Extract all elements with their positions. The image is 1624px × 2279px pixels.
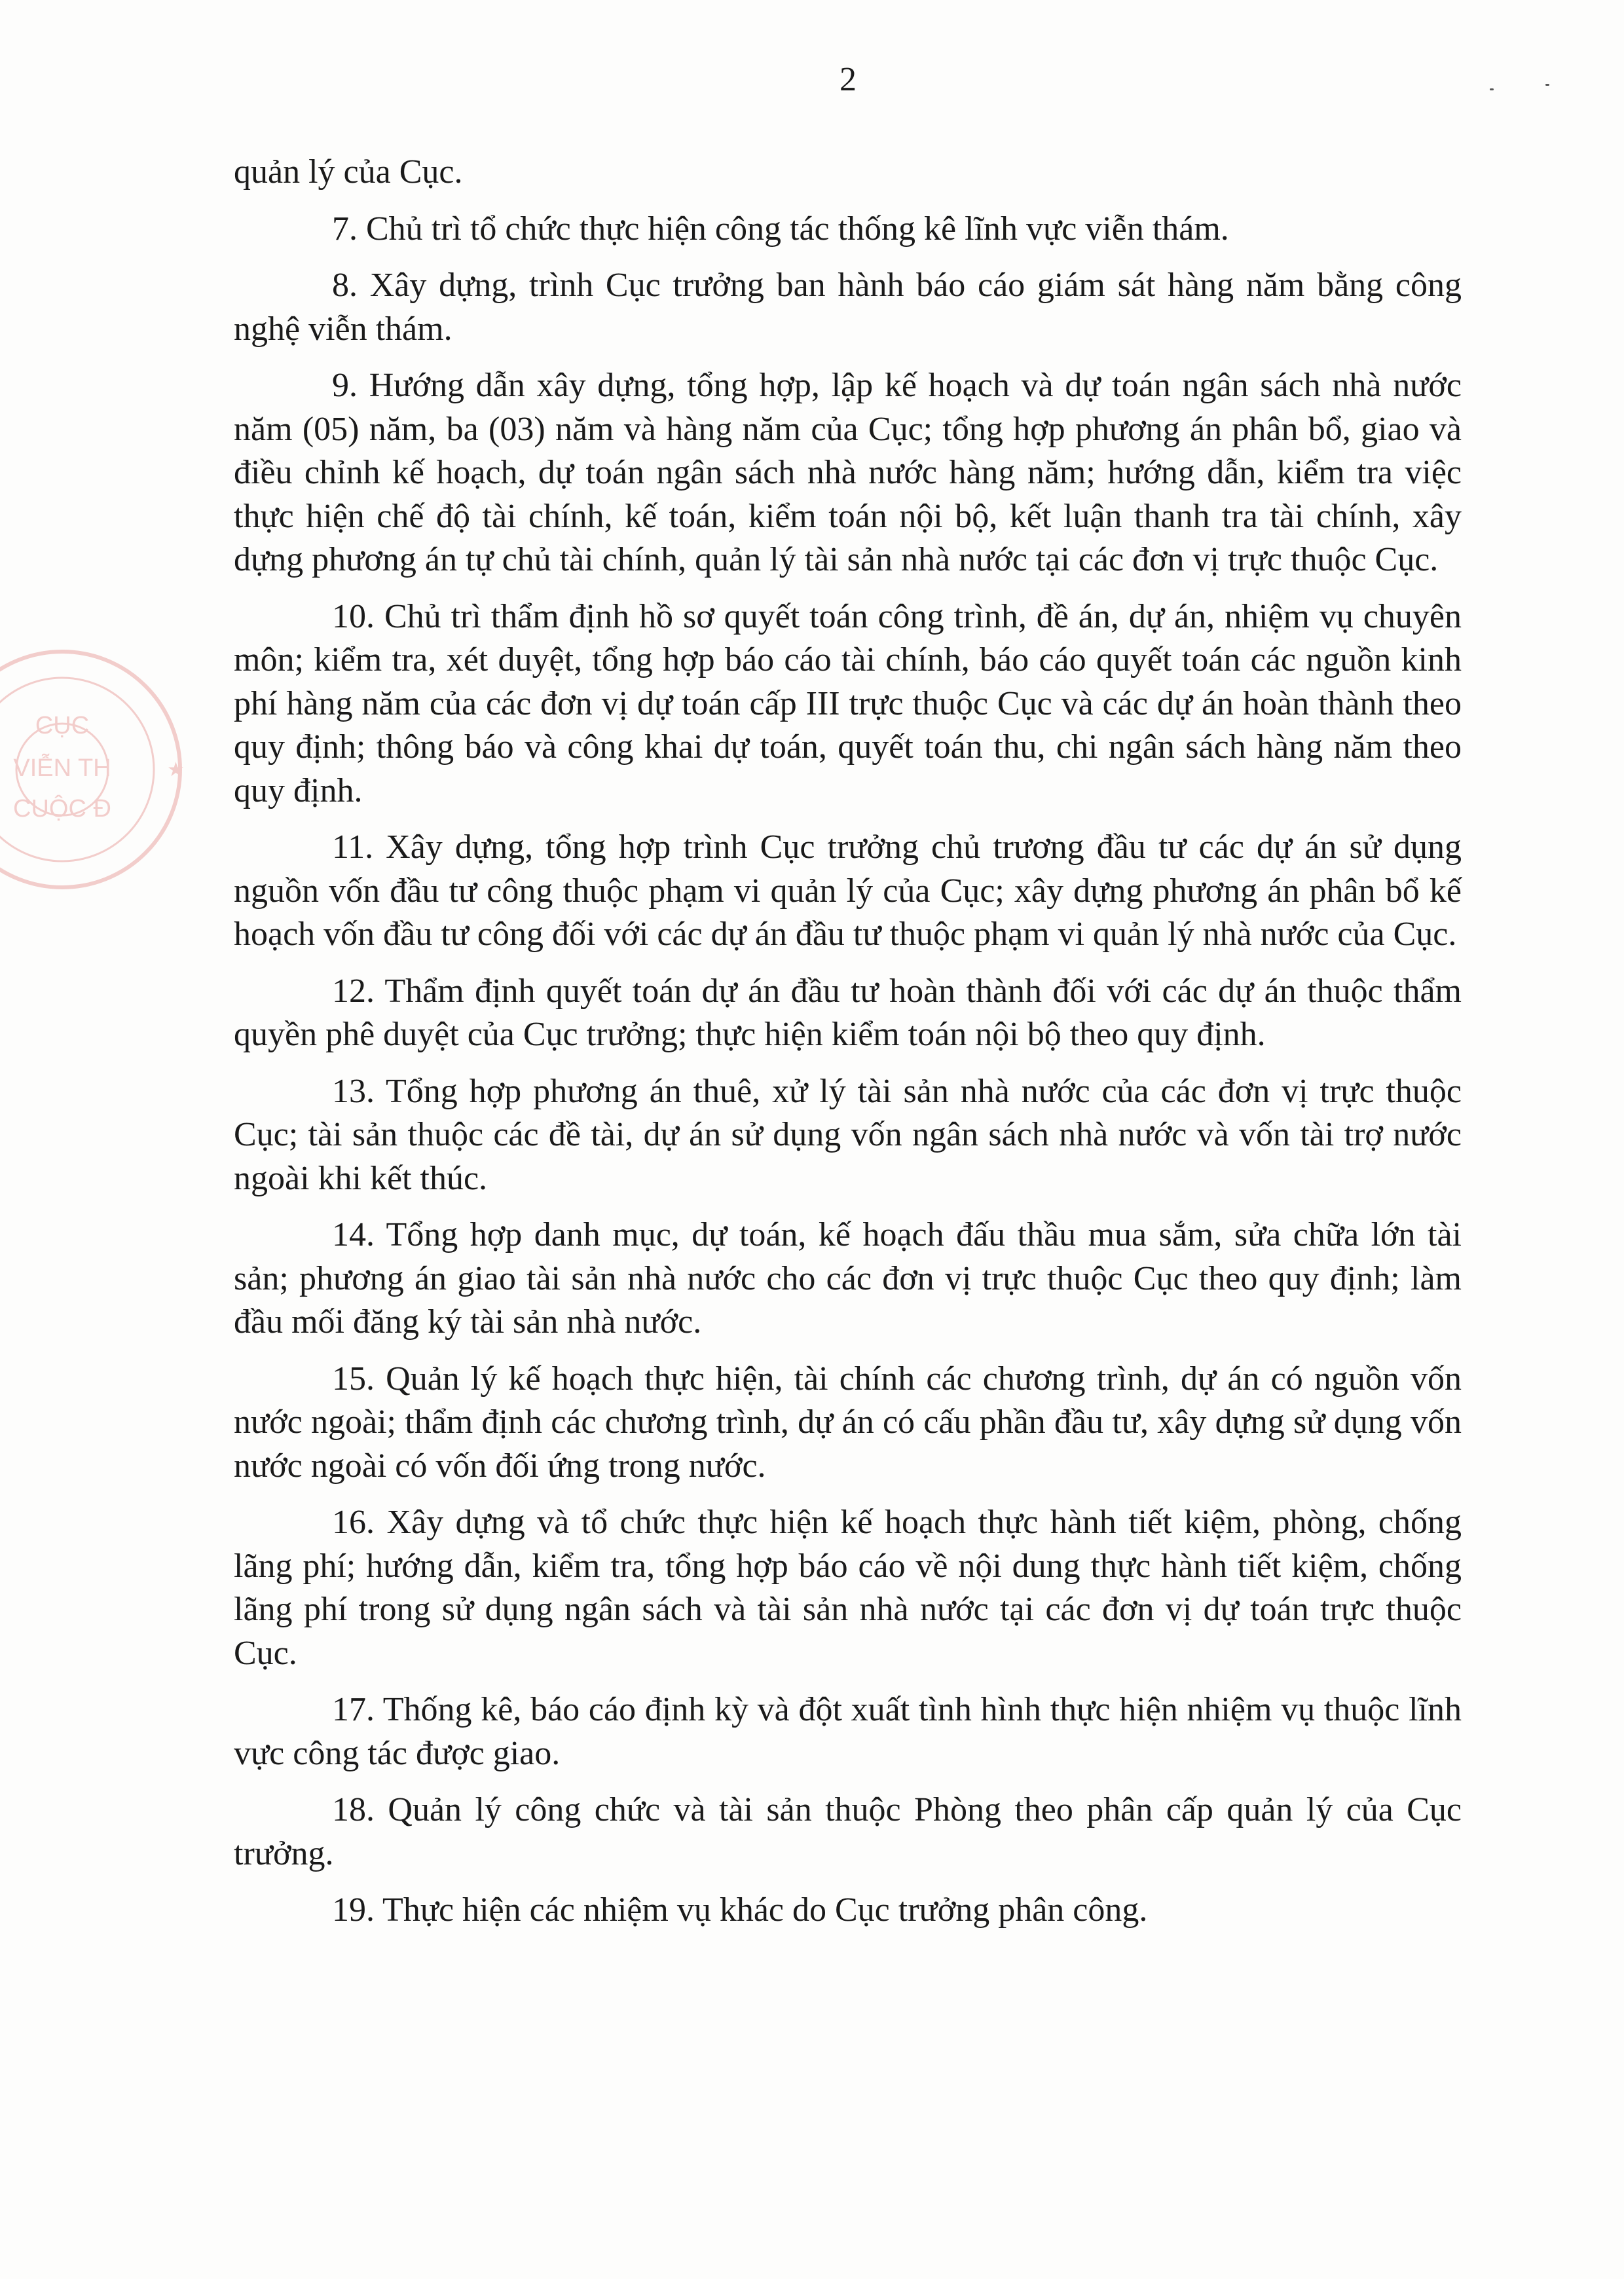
document-body (234, 151, 1462, 1933)
paragraph-item-8: 8. Xây dựng, trình Cục trưởng ban hành báo cáo giám sát hàng năm bằng công nghệ viễn thám. (234, 267, 1462, 348)
official-seal (0, 645, 187, 894)
paragraph-item-10: 10. Chủ trì thẩm định hồ sơ quyết toán công trình, đề án, dự án, nhiệm vụ chuyên môn; kiểm tra, xét duyệt, tổng hợp báo cáo tài chính, báo cáo quyết toán các nguồn kinh phí hàng năm của các đơn vị dự toán cấp III trực thuộc Cục và các dự án hoàn thành theo quy định; thông báo và công khai dự toán, quyết toán thu, chi ngân sách hàng năm theo quy định. (234, 597, 1462, 809)
paragraph-continuation: quản lý của Cục. (234, 153, 463, 191)
paragraph-item-17: 17. Thống kê, báo cáo định kỳ và đột xuất tình hình thực hiện nhiệm vụ thuộc lĩnh vực công tác được giao. (234, 1691, 1462, 1772)
seal-text-2: VIỄN TH (13, 754, 111, 782)
seal-text-1: CỤC (35, 712, 90, 739)
paragraph-item-16: 16. Xây dựng và tổ chức thực hiện kế hoạch thực hành tiết kiệm, phòng, chống lãng phí; hướng dẫn, kiểm tra, tổng hợp báo cáo về nội dung thực hành tiết kiệm, chống lãng phí trong sử dụng ngân sách và tài sản nhà nước tại các đơn vị dự toán trực thuộc Cục. (234, 1504, 1462, 1672)
seal-text-3: CUỘC Đ (13, 795, 111, 823)
svg-text:★: ★ (167, 759, 185, 781)
paragraph-item-11: 11. Xây dựng, tổng hợp trình Cục trưởng chủ trương đầu tư các dự án sử dụng nguồn vốn đầu tư công thuộc phạm vi quản lý của Cục; xây dựng phương án phân bổ kế hoạch vốn đầu tư công đối với các dự án đầu tư thuộc phạm vi quản lý nhà nước của Cục. (234, 828, 1462, 953)
page-number: 2 (840, 61, 857, 98)
paragraph-item-15: 15. Quản lý kế hoạch thực hiện, tài chính các chương trình, dự án có nguồn vốn nước ngoài; thẩm định các chương trình, dự án có cấu phần đầu tư, xây dựng sử dụng vốn nước ngoài có vốn đối ứng trong nước. (234, 1360, 1462, 1485)
paragraph-item-19: 19. Thực hiện các nhiệm vụ khác do Cục trưởng phân công. (332, 1891, 1148, 1929)
scan-speck (1490, 88, 1494, 90)
paragraph-item-14: 14. Tổng hợp danh mục, dự toán, kế hoạch đấu thầu mua sắm, sửa chữa lớn tài sản; phương án giao tài sản nhà nước cho các đơn vị trực thuộc Cục theo quy định; làm đầu mối đăng ký tài sản nhà nước. (234, 1216, 1462, 1341)
paragraph-item-9: 9. Hướng dẫn xây dựng, tổng hợp, lập kế hoạch và dự toán ngân sách nhà nước năm (05) năm, ba (03) năm và hàng năm của Cục; tổng hợp phương án phân bổ, giao và điều chỉnh kế hoạch, dự toán ngân sách nhà nước hàng năm; hướng dẫn, kiểm tra việc thực hiện chế độ tài chính, kế toán, kiểm toán nội bộ, kết luận thanh tra tài chính, xây dựng phương án tự chủ tài chính, quản lý tài sản nhà nước tại các đơn vị trực thuộc Cục. (234, 367, 1462, 578)
scan-speck (1545, 84, 1549, 86)
paragraph-item-7: 7. Chủ trì tổ chức thực hiện công tác thống kê lĩnh vực viễn thám. (332, 210, 1229, 248)
paragraph-item-13: 13. Tổng hợp phương án thuê, xử lý tài sản nhà nước của các đơn vị trực thuộc Cục; tài sản thuộc các đề tài, dự án sử dụng vốn ngân sách nhà nước và vốn tài trợ nước ngoài khi kết thúc. (234, 1072, 1462, 1197)
paragraph-item-18: 18. Quản lý công chức và tài sản thuộc Phòng theo phân cấp quản lý của Cục trưởng. (234, 1791, 1462, 1872)
paragraph-item-12: 12. Thẩm định quyết toán dự án đầu tư hoàn thành đối với các dự án thuộc thẩm quyền phê duyệt của Cục trưởng; thực hiện kiểm toán nội bộ theo quy định. (234, 972, 1462, 1053)
